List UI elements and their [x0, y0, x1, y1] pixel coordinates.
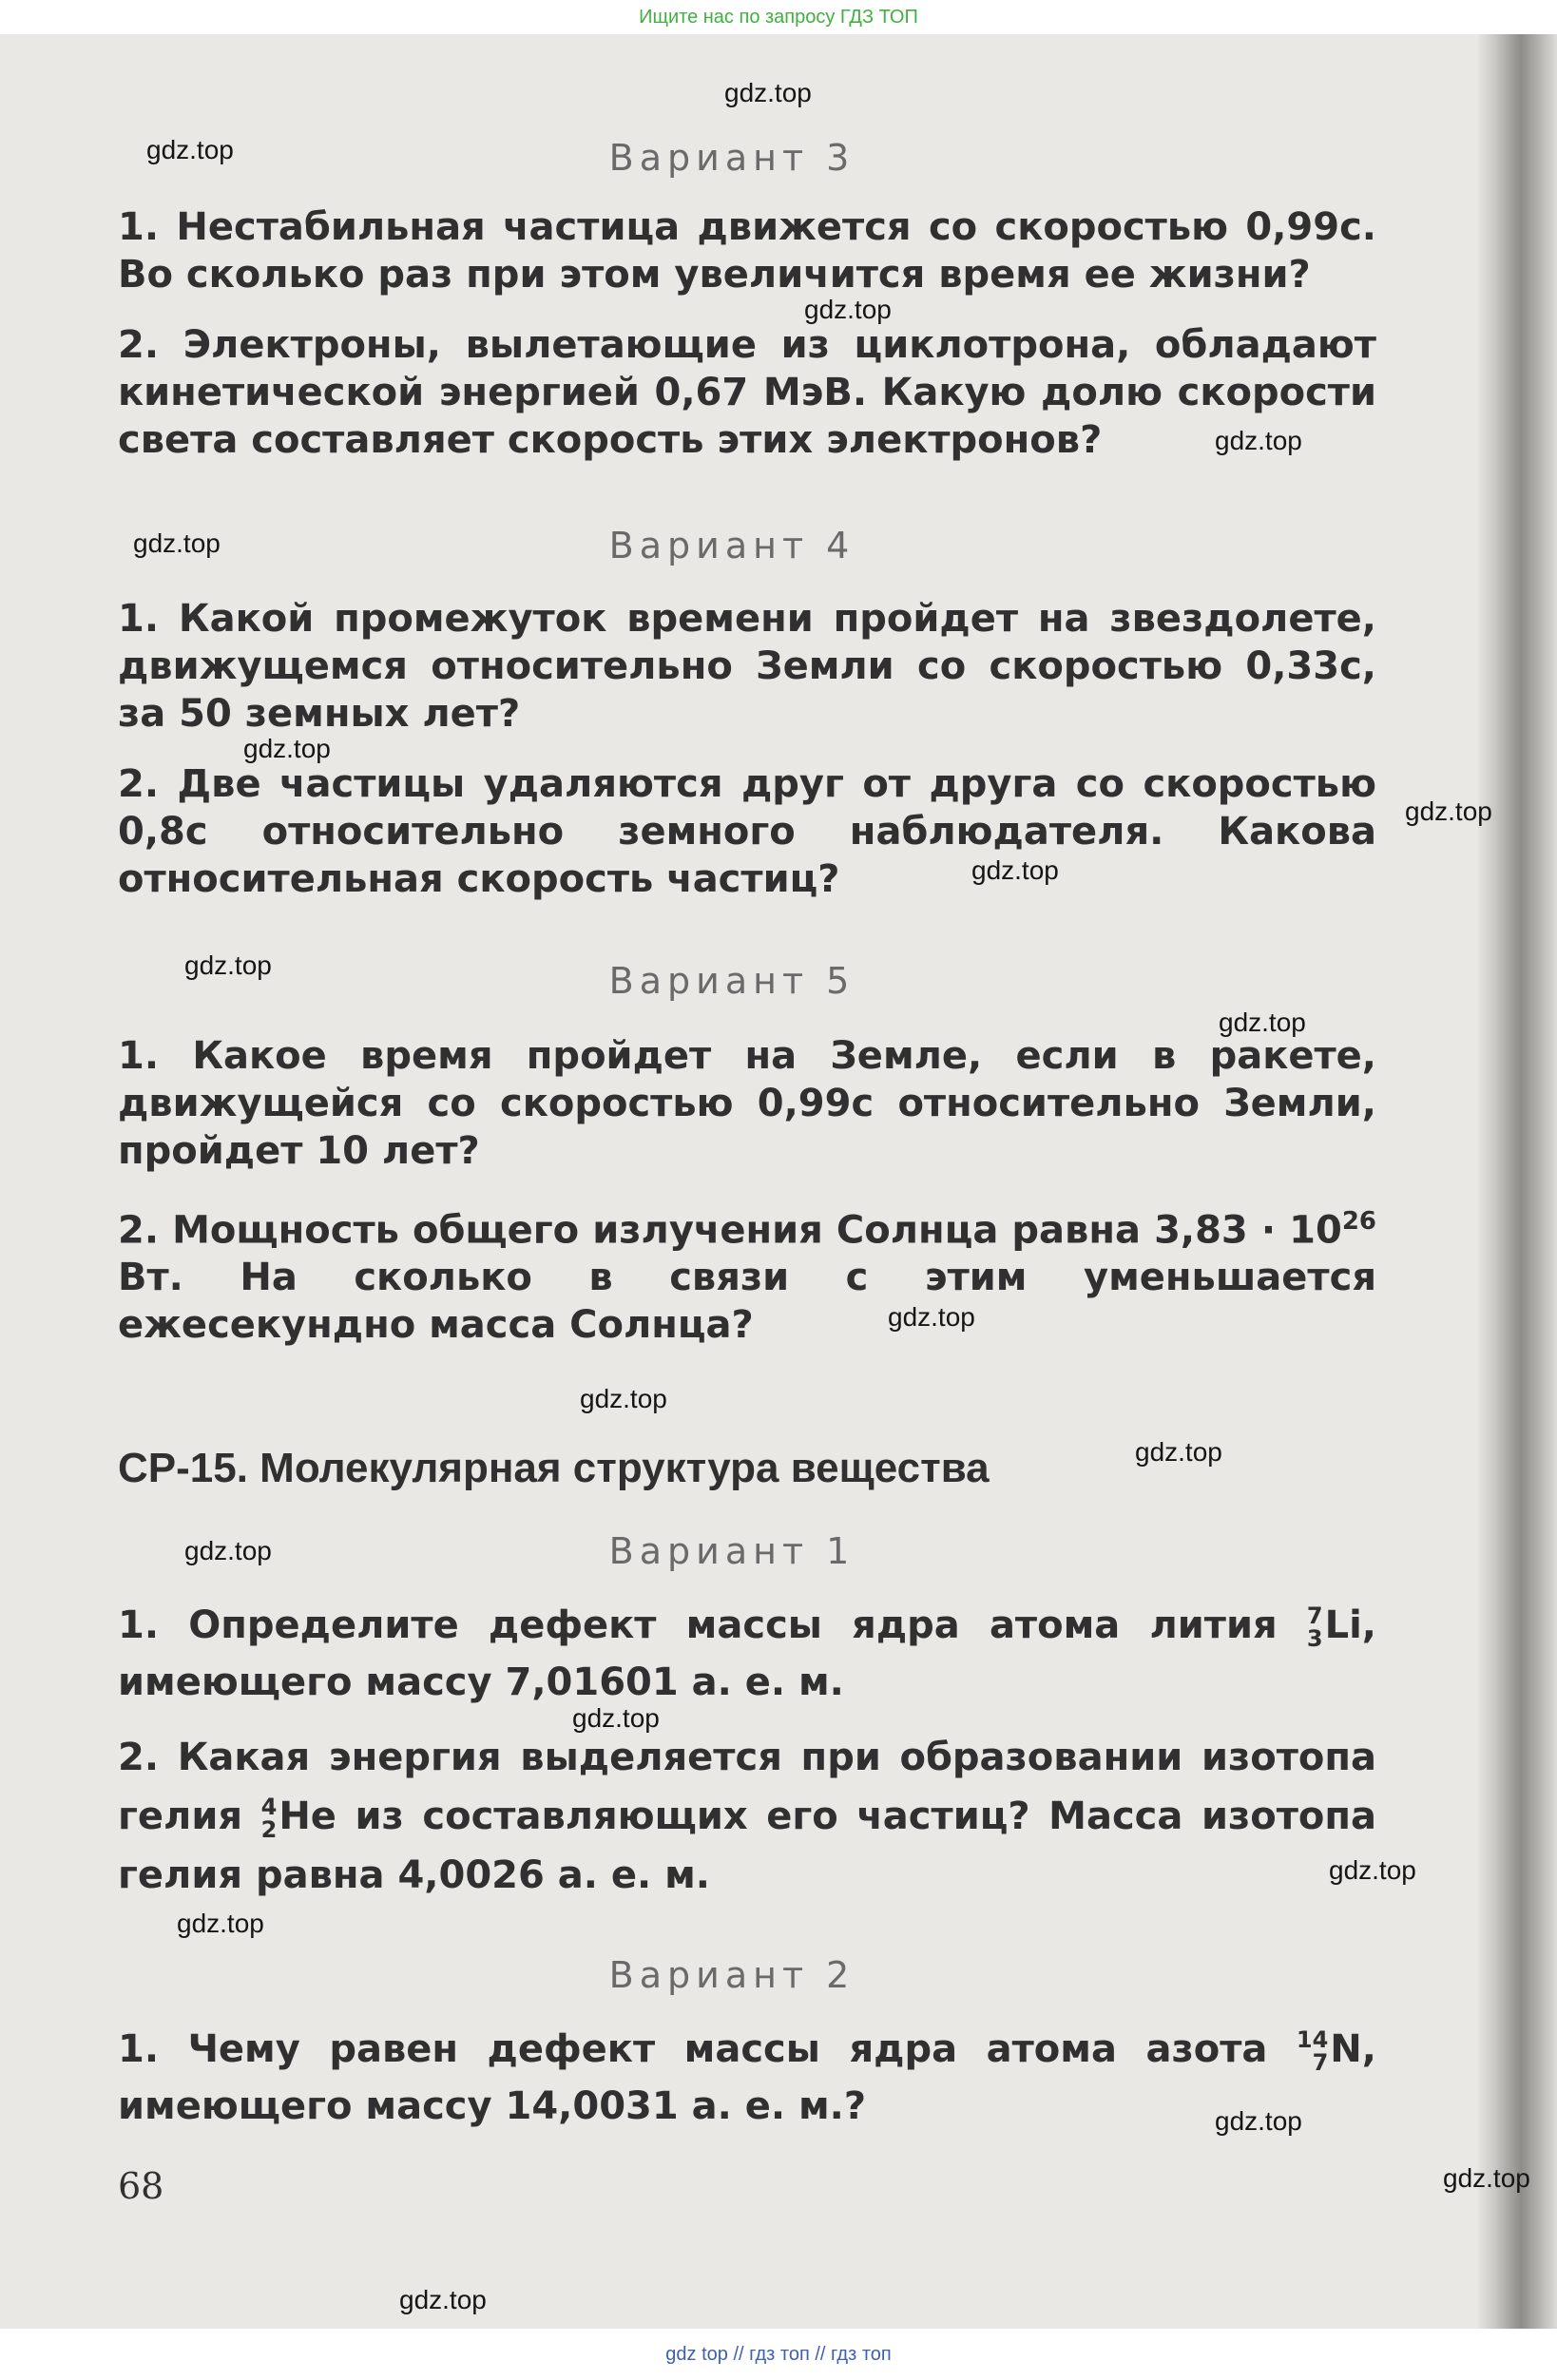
- mass-number: 4: [260, 1794, 278, 1820]
- watermark: gdz.top: [146, 135, 234, 164]
- element-symbol: Li: [1324, 1603, 1362, 1647]
- variant-heading: Вариант 1: [608, 1530, 855, 1572]
- atomic-number: 2: [260, 1816, 278, 1843]
- isotope-indices: [1307, 1604, 1323, 1650]
- problem-text: Определите дефект массы ядра атома лития: [188, 1603, 1307, 1647]
- variant-heading: Вариант 5: [608, 960, 855, 1002]
- problem-number: 2.: [118, 762, 160, 806]
- bottom-banner[interactable]: gdz top // гдз топ // гдз топ: [0, 2329, 1557, 2380]
- problem: [118, 321, 1376, 464]
- problem: [118, 595, 1376, 738]
- watermark: gdz.top: [399, 2285, 487, 2314]
- problem-text: Две частицы удаляются друг от друга со скоростью 0,8c относительно земного наблюдателя. Какова относительная скорость частиц?: [118, 762, 1376, 901]
- problem: [118, 1728, 1376, 1905]
- element-symbol: He: [279, 1795, 336, 1838]
- watermark: gdz.top: [1329, 1855, 1416, 1885]
- problem: [118, 2021, 1376, 2135]
- variant-heading: Вариант 2: [608, 1954, 855, 1996]
- watermark: gdz.top: [184, 950, 272, 980]
- problem-number: 2.: [118, 1736, 160, 1779]
- page-number: 68: [118, 2165, 164, 2207]
- variant-heading: Вариант 3: [608, 137, 855, 179]
- watermark: gdz.top: [184, 1536, 272, 1565]
- atomic-number: 3: [1306, 1625, 1323, 1652]
- problem: [118, 1597, 1376, 1711]
- problem-text: Нестабильная частица движется со скоростью 0,99c. Во сколько раз при этом увеличится время ее жизни?: [118, 205, 1376, 297]
- problem-number: 2.: [118, 1208, 160, 1253]
- problem-text-cont: , имеющего массу 14,0031 а. е. м.?: [118, 2027, 1376, 2128]
- problem-text: Электроны, вылетающие из циклотрона, обладают кинетической энергией 0,67 МэВ. Какую долю скорости света составляет скорость этих электронов?: [118, 323, 1376, 462]
- watermark: gdz.top: [177, 1909, 264, 1938]
- problem-number: 2.: [118, 323, 160, 367]
- problem-text: Какое время пройдет на Земле, если в ракете, движущейся со скоростью 0,99c относительно Земли, пройдет 10 лет?: [118, 1034, 1376, 1173]
- watermark: gdz.top: [1215, 2106, 1302, 2136]
- section-title: СР-15. Молекулярная структура вещества: [118, 1445, 990, 1491]
- problem-text: Мощность общего излучения Солнца равна 3,83 · 10: [172, 1208, 1342, 1253]
- problem-number: 1.: [118, 2027, 160, 2071]
- watermark: gdz.top: [888, 1302, 975, 1332]
- exponent: 26: [1341, 1207, 1376, 1236]
- watermark: gdz.top: [724, 78, 812, 107]
- problem: [118, 203, 1376, 298]
- watermark: gdz.top: [572, 1703, 660, 1733]
- problem-text-cont: , имеющего массу 7,01601 а. е. м.: [118, 1603, 1376, 1704]
- problem-number: 1.: [118, 597, 160, 641]
- watermark: gdz.top: [243, 734, 331, 763]
- problem-text: Чему равен дефект массы ядра атома азота: [187, 2027, 1297, 2071]
- watermark: gdz.top: [1135, 1437, 1222, 1467]
- element-symbol: N: [1330, 2027, 1362, 2071]
- problem: [118, 1198, 1376, 1349]
- problem-number: 1.: [118, 1034, 160, 1078]
- book-spine-shadow: [1477, 34, 1557, 2329]
- variant-heading: Вариант 4: [608, 525, 855, 566]
- problem-text-cont: из составляющих его частиц? Масса изотопа гелия равна 4,0026 а. е. м.: [118, 1795, 1376, 1897]
- watermark: gdz.top: [971, 855, 1059, 885]
- watermark: gdz.top: [804, 295, 892, 324]
- mass-number: 14: [1296, 2026, 1329, 2053]
- atomic-number: 7: [1312, 2049, 1329, 2076]
- problem-text: Какая энергия выделяется при образовании изотопа гелия: [118, 1736, 1376, 1838]
- isotope-indices: [1297, 2028, 1328, 2074]
- isotope-indices: [261, 1795, 278, 1841]
- watermark: gdz.top: [1405, 797, 1492, 826]
- watermark: gdz.top: [1215, 426, 1302, 455]
- mass-number: 7: [1306, 1603, 1323, 1629]
- problem-number: 1.: [118, 205, 160, 249]
- watermark: gdz.top: [580, 1384, 667, 1413]
- watermark: gdz.top: [1443, 2163, 1530, 2193]
- problem-text-cont: Вт. На сколько в связи с этим уменьшается ежесекундно масса Солнца?: [118, 1256, 1376, 1348]
- top-banner[interactable]: Ищите нас по запросу ГДЗ ТОП: [0, 0, 1557, 34]
- watermark: gdz.top: [1219, 1008, 1306, 1037]
- problem-text: Какой промежуток времени пройдет на звездолете, движущемся относительно Земли со скоростью 0,33c, за 50 земных лет?: [118, 597, 1376, 736]
- problem: [118, 1032, 1376, 1175]
- problem-number: 1.: [118, 1603, 160, 1647]
- problem: [118, 760, 1376, 903]
- watermark: gdz.top: [133, 528, 221, 558]
